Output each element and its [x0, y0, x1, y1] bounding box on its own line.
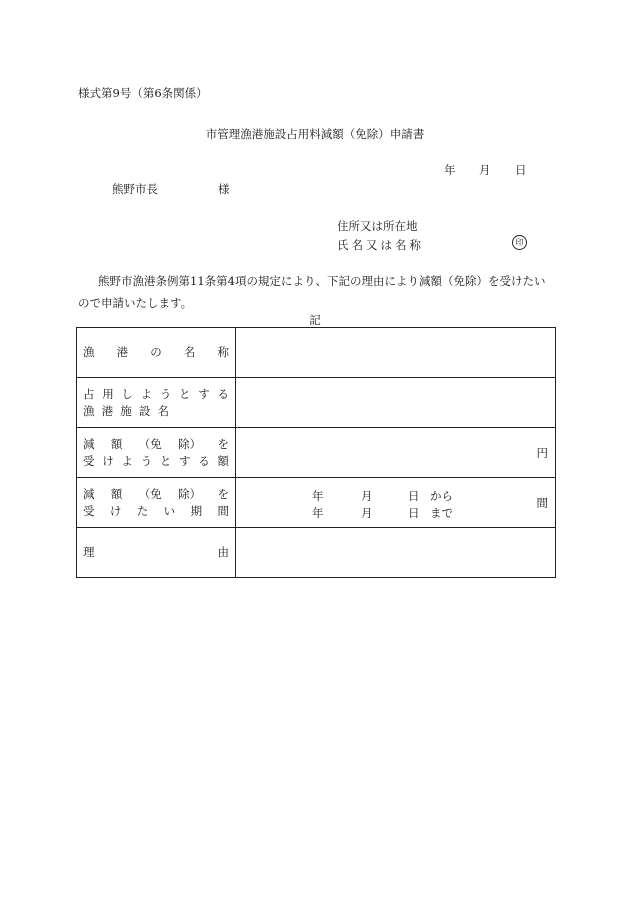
- label-char: し: [121, 386, 133, 401]
- label-char: 漁: [83, 403, 95, 418]
- value-facility[interactable]: [236, 378, 556, 428]
- label-char: 占: [83, 386, 95, 401]
- label-char: 名: [157, 403, 169, 418]
- label-char: （免: [138, 486, 162, 501]
- table-row-facility: [77, 378, 556, 428]
- date-day-label: 日: [515, 163, 527, 177]
- label-char: た: [136, 503, 149, 518]
- label-char: 除）: [178, 436, 202, 451]
- label-char: 期: [190, 503, 203, 518]
- label-char: 由: [217, 545, 229, 559]
- label-char: 港: [101, 403, 114, 418]
- label-char: を: [217, 486, 229, 501]
- label-char: 額: [217, 453, 229, 468]
- addressee-honorific: 様: [218, 182, 230, 196]
- label-char: の: [150, 345, 162, 359]
- label-harbor-name: [77, 328, 236, 378]
- period-unit: 間: [536, 496, 548, 510]
- label-char: す: [198, 386, 210, 401]
- label-char: と: [179, 386, 191, 401]
- from-month: 月: [361, 489, 373, 503]
- label-facility: [77, 378, 236, 428]
- label-char: い: [163, 503, 176, 518]
- request-text: 熊野市漁港条例第11条第4項の規定により、下記の理由により減額（免除）を受けたいので申請いたします。: [78, 274, 546, 310]
- label-char: 港: [116, 345, 129, 359]
- label-char: る: [198, 453, 210, 468]
- label-char: よ: [140, 386, 153, 401]
- to-day: 日: [408, 506, 420, 520]
- label-char: う: [140, 453, 153, 468]
- to-suffix: まで: [430, 506, 453, 520]
- table-row-period: [77, 478, 556, 528]
- table-row-amount: [77, 428, 556, 478]
- application-table: [76, 327, 556, 578]
- addressee-name: 熊野市長: [112, 182, 158, 196]
- value-reason[interactable]: [236, 528, 556, 578]
- label-char: 額: [110, 436, 123, 451]
- label-char: 減: [83, 486, 95, 501]
- label-char: よ: [121, 453, 133, 468]
- label-char: 称: [217, 345, 229, 359]
- label-char: 除）: [178, 486, 202, 501]
- table-row-reason: [77, 528, 556, 578]
- value-period[interactable]: [236, 478, 556, 528]
- applicant-name-label: 氏名又は名称: [337, 238, 424, 252]
- label-char: （免: [138, 436, 162, 451]
- label-char: 漁: [83, 345, 95, 359]
- from-day: 日: [408, 489, 420, 503]
- applicant-address-label: 住所又は所在地: [337, 219, 418, 233]
- value-amount[interactable]: [236, 428, 556, 478]
- label-char: 減: [83, 436, 95, 451]
- label-char: 理: [83, 545, 95, 559]
- value-harbor-name[interactable]: [236, 328, 556, 378]
- label-char: け: [109, 503, 122, 518]
- label-reason: [77, 528, 236, 578]
- label-char: 受: [83, 453, 95, 468]
- yen-unit: 円: [536, 445, 548, 460]
- seal-mark: 印: [512, 235, 527, 250]
- label-char: る: [217, 386, 229, 401]
- label-char: 間: [217, 503, 229, 518]
- ki-heading: 記: [309, 313, 321, 327]
- label-char: け: [102, 453, 114, 468]
- label-char: す: [179, 453, 191, 468]
- label-char: 名: [183, 345, 196, 359]
- label-char: 用: [102, 386, 114, 401]
- label-char: と: [159, 453, 172, 468]
- to-year: 年: [312, 506, 324, 520]
- label-char: を: [217, 436, 229, 451]
- document-title: 市管理漁港施設占用料減額（免除）申請書: [205, 127, 425, 141]
- label-char: 設: [138, 403, 151, 418]
- label-char: 額: [110, 486, 123, 501]
- table-row-harbor-name: [77, 328, 556, 378]
- from-year: 年: [312, 489, 324, 503]
- label-amount: [77, 428, 236, 478]
- form-number: 様式第9号（第6条関係）: [78, 86, 208, 100]
- label-char: 施: [120, 403, 132, 418]
- date-year-label: 年: [444, 163, 456, 177]
- label-period: [77, 478, 236, 528]
- label-char: う: [159, 386, 172, 401]
- label-char: 受: [83, 503, 95, 518]
- date-month-label: 月: [479, 163, 491, 177]
- to-month: 月: [361, 506, 373, 520]
- from-suffix: から: [430, 489, 453, 503]
